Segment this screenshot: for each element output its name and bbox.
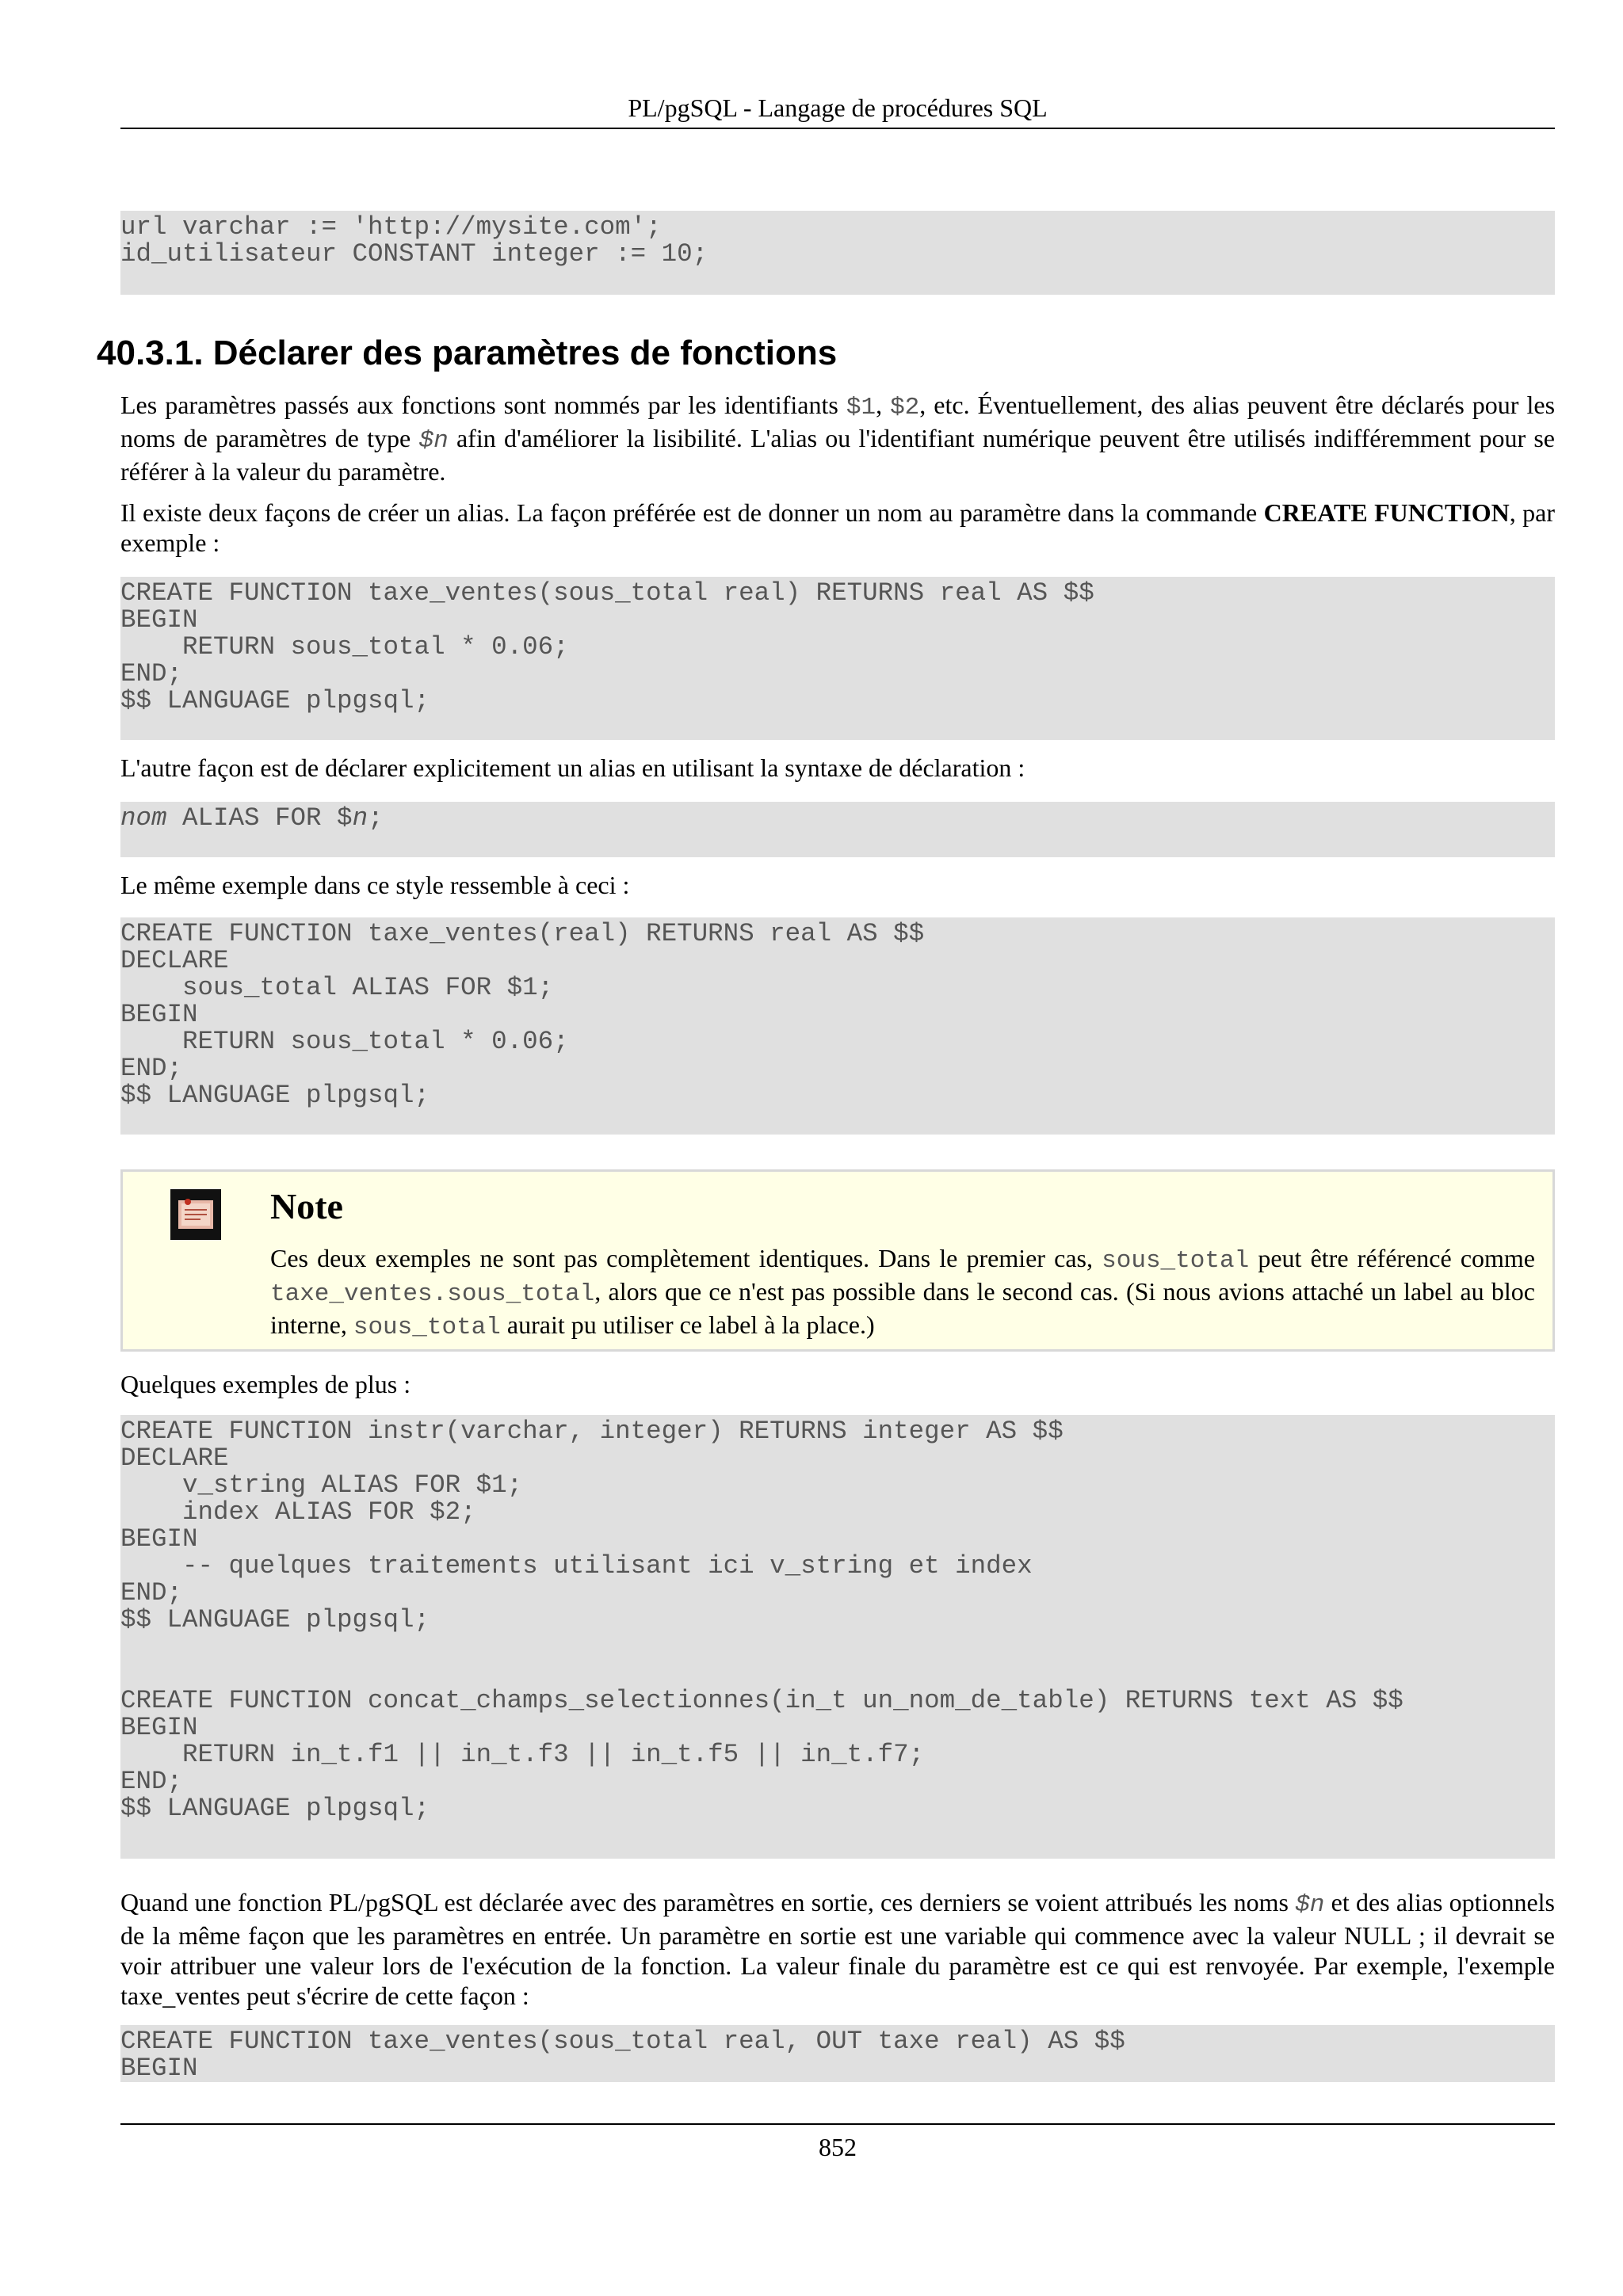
- note-body: Ces deux exemples ne sont pas complètement identiques. Dans le premier cas, sous_total peut être référencé comme taxe_ventes.sous_total, alors que ce n'est pas possible dans le second cas. (Si nous avions attaché un label au bloc interne, sous_total aurait pu utiliser ce label à la place.): [270, 1244, 1536, 1341]
- code-block-example-1: CREATE FUNCTION taxe_ventes(sous_total real) RETURNS real AS $$ BEGIN RETURN sous_total * 0.06; END; $$ LANGUAGE plpgsql;: [120, 577, 1555, 740]
- section-title: 40.3.1. Déclarer des paramètres de fonctions: [97, 334, 838, 372]
- paragraph-explicit-alias: L'autre façon est de déclarer explicitement un alias en utilisant la syntaxe de déclaration :: [120, 753, 1025, 782]
- code-block-example-3: CREATE FUNCTION instr(varchar, integer) RETURNS integer AS $$ DECLARE v_string ALIAS FOR $1; index ALIAS FOR $2; BEGIN -- quelques traitements utilisant ici v_string et index END; $$ LANGUAGE plpgsql; CREATE FUNCTION concat_champs_selectionnes(in_t un_nom_de_table) RETURNS text AS $$ BEGIN RETURN in_t.f1 || in_t.f3 || in_t.f5 || in_t.f7; END; $$ LANGUAGE plpgsql;: [120, 1415, 1555, 1859]
- paragraph-alias-ways: Il existe deux façons de créer un alias. La façon préférée est de donner un nom au paramètre dans la commande CREATE FUNCTION, par exemple :: [120, 498, 1556, 557]
- note-icon: [170, 1189, 221, 1240]
- paragraph-more-examples: Quelques exemples de plus :: [120, 1370, 411, 1398]
- paragraph-out-params: Quand une fonction PL/pgSQL est déclarée avec des paramètres en sortie, ces derniers se voient attribués les noms $n et des alias optionnels de la même façon que les paramètres en entrée. Un paramètre en sortie est une variable qui commence avec la valeur NULL ; il devrait se voir attribuer une valeur lors de l'exécution de la fonction. La valeur finale du paramètre est ce qui est renvoyée. Par exemple, l'exemple taxe_ventes peut s'écrire de cette façon :: [120, 1888, 1556, 2010]
- page-number: 852: [819, 2133, 857, 2161]
- code-block-example-4: CREATE FUNCTION taxe_ventes(sous_total real, OUT taxe real) AS $$ BEGIN: [120, 2025, 1555, 2082]
- paragraph-same-example: Le même exemple dans ce style ressemble à ceci :: [120, 871, 630, 899]
- code-block-alias-syntax: nom ALIAS FOR $n;: [120, 802, 1555, 857]
- header-rule: [120, 128, 1555, 129]
- code-block-example-2: CREATE FUNCTION taxe_ventes(real) RETURNS real AS $$ DECLARE sous_total ALIAS FOR $1; BEGIN RETURN sous_total * 0.06; END; $$ LANGUAGE plpgsql;: [120, 917, 1555, 1135]
- note-title: Note: [270, 1186, 343, 1226]
- code-block-variables: url varchar := 'http://mysite.com'; id_utilisateur CONSTANT integer := 10;: [120, 211, 1555, 295]
- running-header: PL/pgSQL - Langage de procédures SQL: [628, 93, 1048, 122]
- footer-rule: [120, 2123, 1555, 2125]
- paragraph-parameters-intro: Les paramètres passés aux fonctions sont nommés par les identifiants $1, $2, etc. Éventuellement, des alias peuvent être déclarés pour les noms de paramètres de type $n afin d'améliorer la lisibilité. L'alias ou l'identifiant numérique peuvent être utilisés indifféremment pour se référer à la valeur du paramètre.: [120, 391, 1556, 486]
- note-box: [120, 1169, 1555, 1352]
